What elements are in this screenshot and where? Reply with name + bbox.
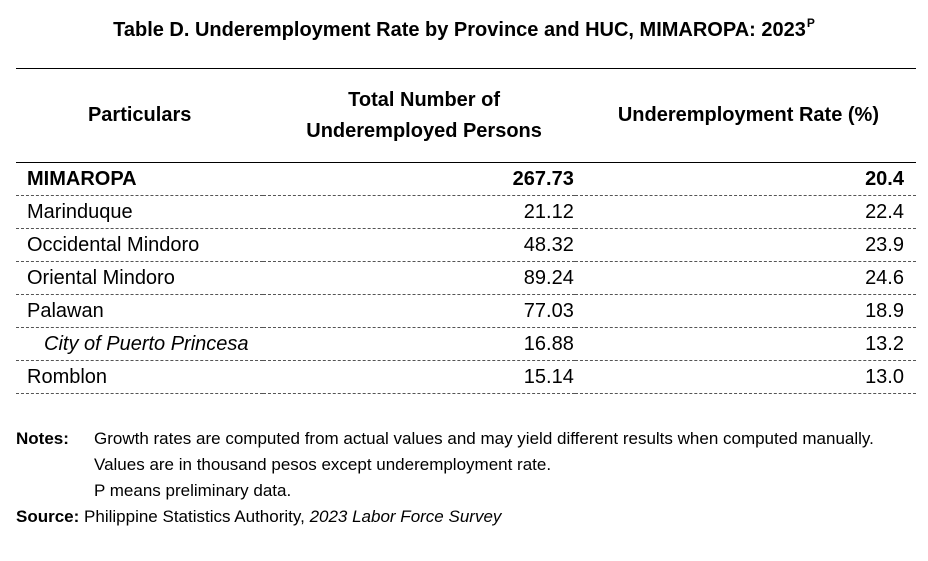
row-rate: 13.2 — [575, 328, 916, 361]
row-name: Romblon — [16, 361, 263, 394]
row-persons: 21.12 — [263, 196, 574, 229]
row-persons: 89.24 — [263, 262, 574, 295]
title-superscript: P — [806, 16, 815, 30]
note-row — [16, 426, 896, 452]
column-header-persons: Total Number of Underemployed Persons — [263, 69, 574, 163]
row-rate: 22.4 — [575, 196, 916, 229]
row-persons: 48.32 — [263, 229, 574, 262]
note-line: Values are in thousand pesos except underemployment rate. — [94, 455, 552, 474]
table-row — [16, 295, 916, 328]
row-rate: 13.0 — [575, 361, 916, 394]
table-row — [16, 196, 916, 229]
column-header-particulars: Particulars — [16, 69, 263, 163]
row-rate: 23.9 — [575, 229, 916, 262]
row-persons: 267.73 — [263, 163, 574, 196]
table-title — [0, 10, 928, 43]
row-name: Marinduque — [16, 196, 263, 229]
source-publication: 2023 Labor Force Survey — [309, 507, 502, 526]
column-header-rate: Underemployment Rate (%) — [575, 69, 916, 163]
row-name: Palawan — [16, 295, 263, 328]
row-rate: 18.9 — [575, 295, 916, 328]
source-line — [16, 504, 896, 530]
row-persons: 77.03 — [263, 295, 574, 328]
header-row — [16, 69, 916, 163]
row-name: City of Puerto Princesa — [16, 328, 263, 361]
row-rate: 20.4 — [575, 163, 916, 196]
notes-label: Notes: — [16, 429, 69, 448]
row-rate: 24.6 — [575, 262, 916, 295]
table-row — [16, 229, 916, 262]
row-persons: 16.88 — [263, 328, 574, 361]
notes-section — [16, 426, 896, 530]
row-name: Oriental Mindoro — [16, 262, 263, 295]
source-text: Philippine Statistics Authority, — [84, 507, 305, 526]
table-title-text: Table D. Underemployment Rate by Province and HUC, MIMAROPA: 2023 — [113, 19, 806, 41]
table-row — [16, 163, 916, 196]
table-row-huc — [16, 328, 916, 361]
note-line: P means preliminary data. — [94, 481, 292, 500]
table-row — [16, 262, 916, 295]
source-label: Source: — [16, 507, 80, 526]
row-name: Occidental Mindoro — [16, 229, 263, 262]
table-row — [16, 361, 916, 394]
row-persons: 15.14 — [263, 361, 574, 394]
note-line: Growth rates are computed from actual values and may yield different results when computed manually. — [94, 429, 874, 448]
data-table — [16, 68, 916, 394]
row-name: MIMAROPA — [16, 163, 263, 196]
